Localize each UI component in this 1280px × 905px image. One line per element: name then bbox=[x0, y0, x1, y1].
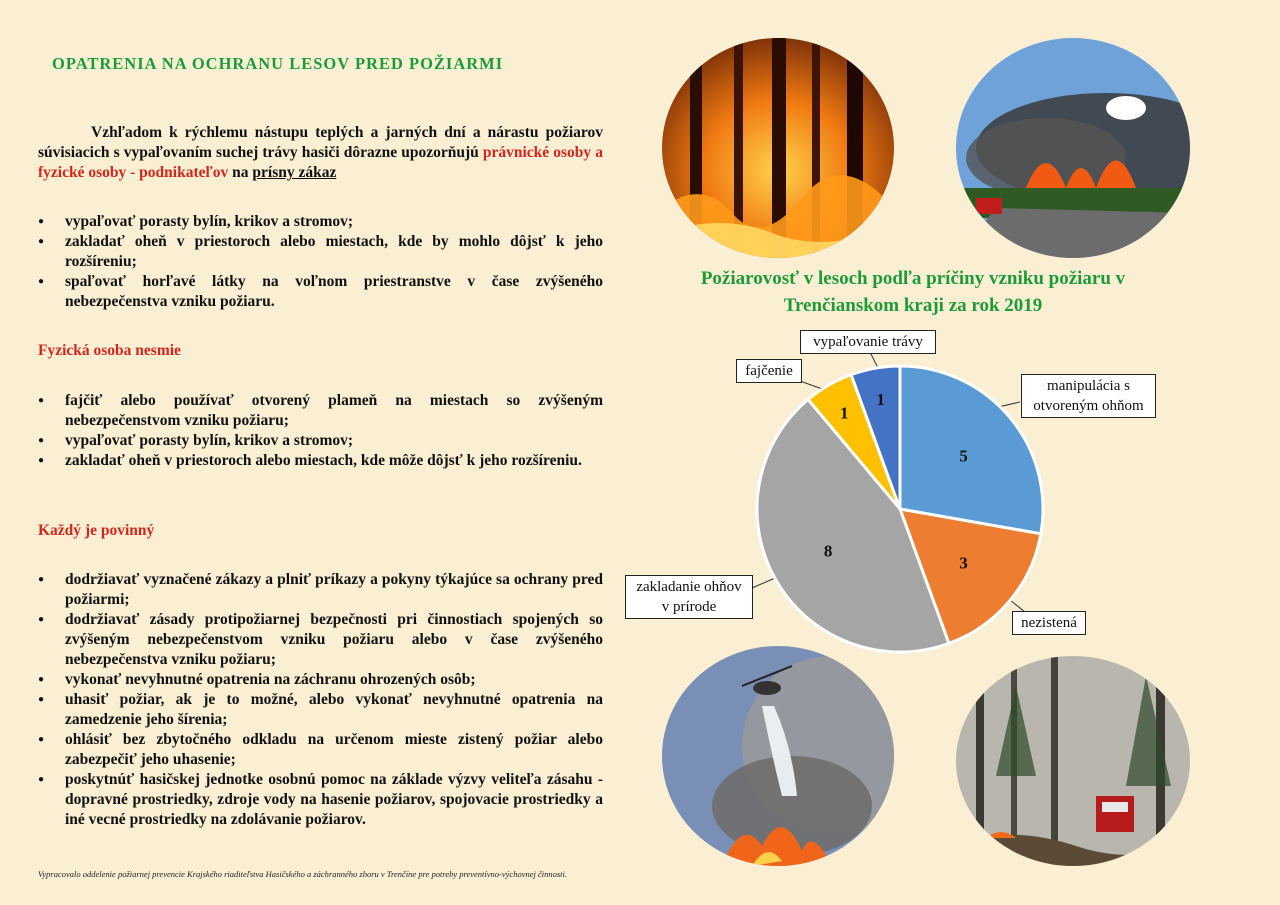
label-fajcenie: fajčenie bbox=[736, 359, 802, 383]
list-item: ● ohlásiť bez zbytočného odkladu na určenom mieste zistený požiar alebo zabezpečiť jeho uhasenie; bbox=[38, 730, 603, 770]
list-item: ● poskytnúť hasičskej jednotke osobnú pomoc na základe výzvy veliteľa zásahu - dopravné prostriedky, zdroje vody na hasenie požiarov, spojovacie prostriedky a iné vecné prostriedky na zdolávanie požiarov. bbox=[38, 770, 603, 830]
list-item: ● vypaľovať porasty bylín, krikov a stromov; bbox=[38, 431, 603, 451]
section-heading-physical: Fyzická osoba nesmie bbox=[38, 342, 181, 359]
intro-text-2: na bbox=[228, 164, 253, 181]
physical-list bbox=[38, 391, 603, 471]
label-zakladanie: zakladanie ohňov v prírode bbox=[625, 575, 753, 619]
list-item: ● dodržiavať zásady protipožiarnej bezpečnosti pri činnostiach spojených so zvýšeným nebezpečenstvom vzniku požiaru alebo v čase zvýšeného nebezpečenstva vzniku požiaru; bbox=[38, 610, 603, 670]
chart-title: Požiarovosť v lesoch podľa príčiny vzniku požiaru v Trenčianskom kraji za rok 2019 bbox=[700, 268, 1126, 316]
list-item: ● zakladať oheň v priestoroch alebo miestach, kde môže dôjsť k jeho rozšíreniu. bbox=[38, 451, 603, 471]
list-item: ● zakladať oheň v priestoroch alebo miestach, kde by mohlo dôjsť k jeho rozšíreniu; bbox=[38, 232, 603, 272]
slice-value-label: 5 bbox=[959, 446, 968, 466]
section-heading-everyone: Každý je povinný bbox=[38, 522, 155, 539]
footer-note: Vypracovalo oddelenie požiarnej prevencie Krajského riaditeľstva Hasičského a záchranného zboru v Trenčíne pre potreby preventívno-výchovnej činnosti. bbox=[38, 869, 568, 879]
label-nezistena: nezistená bbox=[1012, 611, 1086, 635]
list-item: ● vypaľovať porasty bylín, krikov a stromov; bbox=[38, 212, 603, 232]
label-manipulacia: manipulácia s otvoreným ohňom bbox=[1021, 374, 1156, 418]
label-vypalovanie: vypaľovanie trávy bbox=[800, 330, 936, 354]
list-item: ● vykonať nevyhnutné opatrenia na záchranu ohrozených osôb; bbox=[38, 670, 603, 690]
page-title: OPATRENIA NA OCHRANU LESOV PRED POŽIARMI bbox=[52, 54, 504, 73]
intro-underlined: prísny zákaz bbox=[252, 164, 337, 181]
slice-value-label: 3 bbox=[959, 553, 968, 573]
everyone-list bbox=[38, 570, 603, 830]
slice-value-label: 1 bbox=[839, 403, 849, 423]
intro-text: Vzhľadom k rýchlemu nástupu teplých a jarných dní a nárastu požiarov súvisiacich s vypaľovaním suchej trávy hasiči dôrazne upozorňujú bbox=[38, 124, 603, 161]
intro-highlight: právnické osoby a fyzické osoby - podnikateľov bbox=[38, 144, 603, 181]
wildfire-road-photo bbox=[956, 38, 1190, 258]
ban-list bbox=[38, 212, 603, 312]
intro-paragraph bbox=[38, 123, 603, 183]
leader-line bbox=[752, 578, 775, 588]
slice-value-label: 1 bbox=[876, 390, 885, 410]
list-item: ● spaľovať horľavé látky na voľnom priestranstve v čase zvýšeného nebezpečenstva vzniku požiaru. bbox=[38, 272, 603, 312]
leader-line bbox=[870, 352, 878, 368]
list-item: ● fajčiť alebo používať otvorený plameň na miestach so zvýšeným nebezpečenstvom vzniku požiaru; bbox=[38, 391, 603, 431]
list-item: ● dodržiavať vyznačené zákazy a plniť príkazy a pokyny týkajúce sa ochrany pred požiarmi; bbox=[38, 570, 603, 610]
helicopter-photo bbox=[662, 646, 894, 866]
fire-truck-forest-photo bbox=[956, 656, 1190, 866]
list-item: ● uhasiť požiar, ak je to možné, alebo vykonať nevyhnutné opatrenia na zamedzenie jeho šírenia; bbox=[38, 690, 603, 730]
slice-value-label: 8 bbox=[823, 541, 833, 561]
forest-fire-photo bbox=[662, 38, 894, 258]
